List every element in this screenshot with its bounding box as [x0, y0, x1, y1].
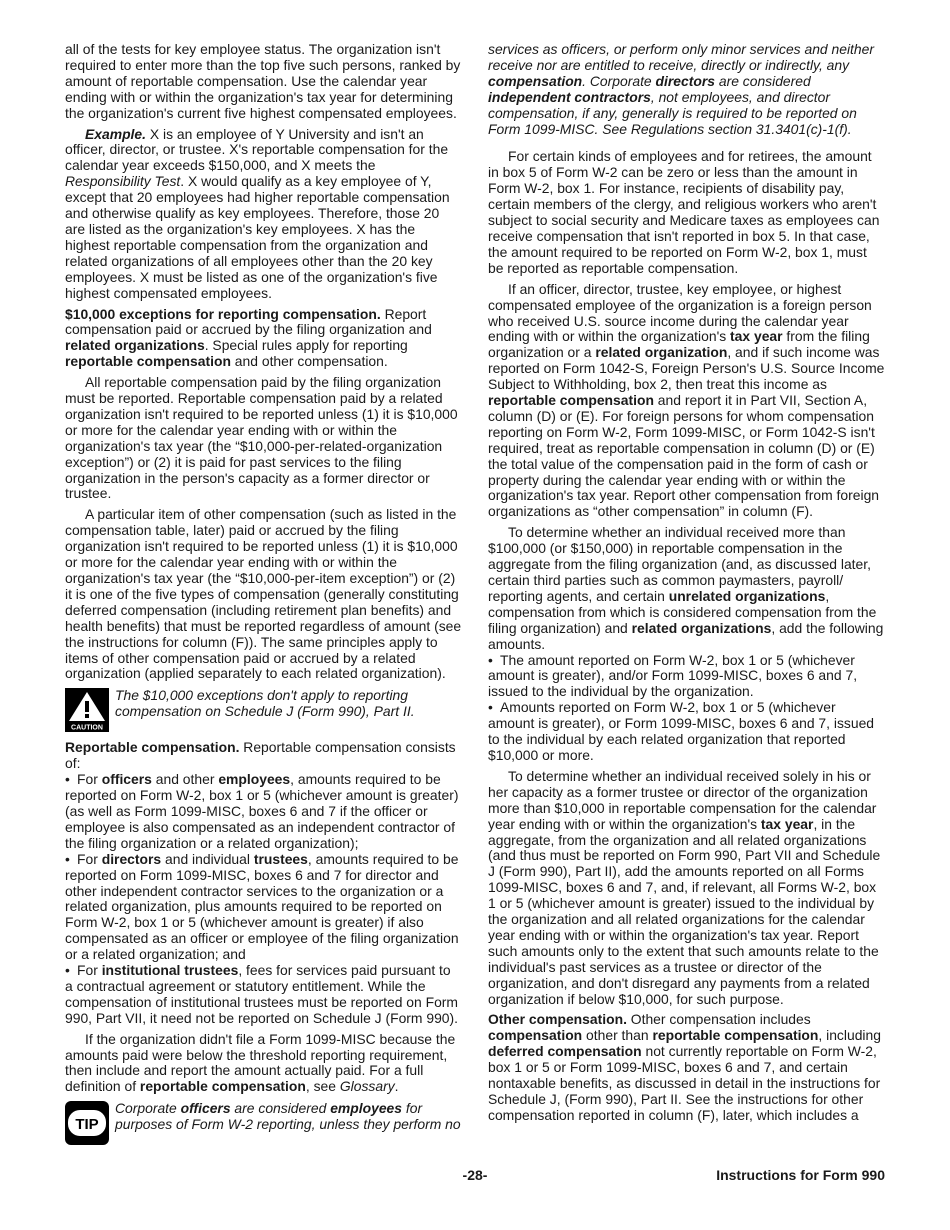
- paragraph-10000-exceptions: $10,000 exceptions for reporting compensation. Report compensation paid or accrued by the filing organization and related organizations. Special rules apply for reporting reportable compensation and other compensation.: [65, 305, 432, 370]
- example-label: Example.: [85, 125, 146, 142]
- glossary-term: Responsibility Test: [65, 173, 181, 190]
- caution-text: The $10,000 exceptions don't apply to reporting compensation on Schedule J (Form 990), Part II.: [115, 687, 415, 720]
- tip-label: TIP: [75, 1116, 99, 1134]
- paragraph-example: Example. X is an employee of Y University and isn't an officer, director, or trustee. X's reportable compensation for the calendar year exceeds $150,000, and X meets the Responsibility Test. X would qualify as a key employee of Y, except that 20 employees had higher reportable compensation and otherwise qualify as key employees. Therefore, those 20 are listed as the organization's key employees. X has the highest reportable compensation from the organization and related organizations of all employees other than the 20 key employees. X must be listed as one of the organization's five highest compensated employees.: [65, 125, 450, 301]
- page-number: -28-: [462, 1167, 488, 1183]
- paragraph-item-other-comp: A particular item of other compensation (such as listed in the compensation table, later) paid or accrued by the filing organization isn't required to be reported unless (1) it is $10,000 or more for the calendar year ending with or within the organization's tax year (the “$10,000-per-item exception”) or (2) it is one of the five types of compensation (generally constituting deferred compensation (including retirement plan benefits) and health benefits) that must be reported regardless of amount (see the instructions for column (F)). The same principles apply to items of other compensation paid or accrued by a related organization (applied separately to each related organization).: [65, 506, 462, 682]
- bullet-related-organization: • Amounts reported on Form W-2, box 1 or 5 (whichever amount is greater), or Form 1099-MISC, boxes 6 and 7, issued to the individual by each related organization that reported $10,000 or more.: [488, 699, 875, 763]
- left-column: [65, 42, 462, 1153]
- section-heading: Reportable compensation.: [65, 739, 240, 756]
- paragraph-retirees: For certain kinds of employees and for retirees, the amount in box 5 of Form W-2 can be zero or less than the amount in Form W-2, box 1. For instance, recipients of disability pay, certain members of the clergy, and religious workers who aren't subject to social security and Medicare taxes as employees can receive compensation that isn't reported in box 5. In that case, the amount required to be reported on Form W-2, box 1, must be reported as reportable compensation.: [488, 148, 880, 276]
- bullet-officers: • For officers and other employees, amounts required to be reported on Form W-2, box 1 or 5 (whichever amount is greater) (as well as Form 1099-MISC, boxes 6 and 7 if the officer or employee is also compensated as an independent contractor of the filing organization or a related organization);: [65, 771, 459, 851]
- right-column: [488, 42, 885, 1129]
- tip-note: [65, 1101, 462, 1145]
- bullet-institutional-trustees: • For institutional trustees, fees for services paid pursuant to a contractual agreement or statutory entitlement. While the compensation of institutional trustees must be reported on Form 990, Part VII, it need not be reported on Schedule J (Form 990).: [65, 962, 459, 1026]
- paragraph-reportable-compensation: Reportable compensation. Reportable compensation consists of:: [65, 739, 456, 772]
- paragraph-determine-100000: To determine whether an individual received more than $100,000 (or $150,000) in reportable compensation in the aggregate from the filing organization (and, as discussed later, certain third parties such as common paymasters, payroll/ reporting agents, and certain unrelated organizations, compensation from which is considered compensation from the filing organization) and related organizations, add the following amounts.: [488, 524, 884, 652]
- paragraph-key-employee-tests: all of the tests for key employee status. The organization isn't required to enter more than the top five such persons, ranked by amount of reportable compensation. Use the calendar year ending with or within the organization's tax year for determining the organization's current five highest compensated employees.: [65, 41, 461, 121]
- tip-continuation: services as officers, or perform only minor services and neither receive nor are entitled to receive, directly or indirectly, any compensation. Corporate directors are considered independent contractors, not employees, and director compensation, if any, generally is required to be reported on Form 1099-MISC. See Regulations section 31.3401(c)-1(f).: [488, 41, 874, 137]
- paragraph-other-compensation: Other compensation. Other compensation includes compensation other than reportable compensation, including deferred compensation not currently reportable on Form W-2, box 1 or 5 or Form 1099-MISC, boxes 6 and 7, and certain nontaxable benefits, as discussed in detail in the instructions for Schedule J, (Form 990), Part II. See the instructions for other compensation reported in column (F), later, which includes a: [488, 1011, 881, 1123]
- caution-icon: [65, 688, 109, 732]
- section-heading: Other compensation.: [488, 1011, 627, 1028]
- footer-form-title: Instructions for Form 990: [716, 1167, 885, 1183]
- tip-icon: [65, 1101, 109, 1145]
- glossary-link: Glossary: [339, 1078, 395, 1095]
- paragraph-1099-threshold: If the organization didn't file a Form 1099-MISC because the amounts paid were below the threshold reporting requirement, then include and report the amount actually paid. For a full definition of reportable compensation, see Glossary.: [65, 1030, 456, 1095]
- paragraph-foreign-person: If an officer, director, trustee, key employee, or highest compensated employee of the organization is a foreign person who received U.S. source income during the calendar year ending with or within the organization's tax year from the filing organization or a related organization, and if such income was reported on Form 1042-S, Foreign Person's U.S. Source Income Subject to Withholding, box 2, then treat this income as reportable compensation and report it in Part VII, Section A, column (D) or (E). For foreign persons for whom compensation reporting on Form W-2, Form 1099-MISC, or Form 1042-S isn't required, treat as reportable compensation in column (D) or (E) the total value of the compensation paid in the form of cash or property during the calendar year ending with or within the organization's tax year. Report other compensation from foreign organizations as “other compensation” in column (F).: [488, 280, 885, 520]
- section-heading: $10,000 exceptions for reporting compensation.: [65, 305, 381, 322]
- paragraph-former-trustee: To determine whether an individual received solely in his or her capacity as a former trustee or director of the organization more than $10,000 in reportable compensation for the calendar year ending with or within the organization's tax year, in the aggregate, from the organization and all related organizations (and thus must be reported on Form 990, Part VII and Schedule J (Form 990), Part II), add the amounts reported on all Forms 1099-MISC, boxes 6 and 7, and, if relevant, all Forms W-2, box 1 or 5 (whichever amount is greater) issued to the individual by the organization and all related organizations for the calendar year ending with or within the organization's tax year. Report such amounts only to the extent that such amounts relate to the individual's past services as a trustee or director of the organization, and don't disregard any payments from a related organization if below $10,000, for such purpose.: [488, 767, 881, 1007]
- tip-text: Corporate officers are considered employees for purposes of Form W-2 reporting, unless they perform no: [115, 1100, 461, 1133]
- caution-note: [65, 688, 462, 732]
- bullet-directors: • For directors and individual trustees, amounts required to be reported on Form 1099-MISC, boxes 6 and 7 for director and other independent contractor services to the organization or a related organization, plus amounts required to be reported on Form W-2, box 1 or 5 (whichever amount is greater) if also compensated as an officer or employee of the filing organization or a related organization; and: [65, 850, 459, 963]
- caution-label: CAUTION: [71, 724, 103, 732]
- paragraph-all-reportable: All reportable compensation paid by the filing organization must be reported. Reportable compensation paid by a related organization isn't required to be reported unless (1) it is $10,000 or more for the calendar year ending with or within the organization's tax year (the “$10,000-per-related-organization exception”) or (2) it is paid for past services to the filing organization in the person's capacity as a former director or trustee.: [65, 374, 458, 502]
- bullet-w2-organization: • The amount reported on Form W-2, box 1 or 5 (whichever amount is greater), and/or Form 1099-MISC, boxes 6 and 7, issued to the individual by the organization.: [488, 651, 858, 700]
